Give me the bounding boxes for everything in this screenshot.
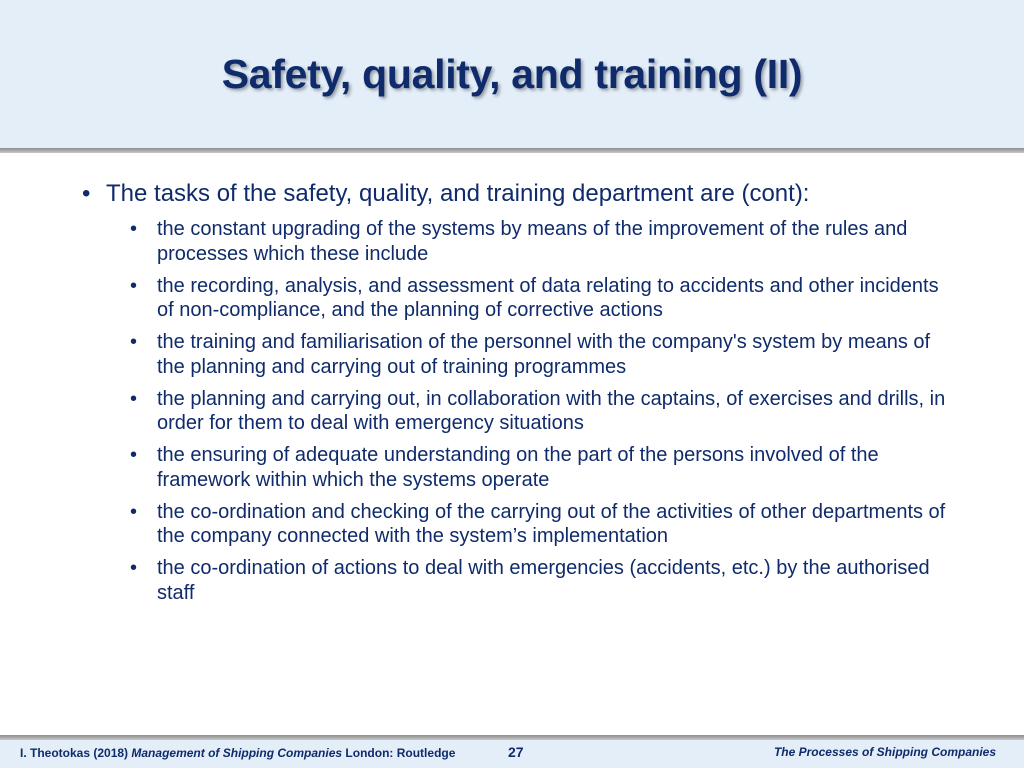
footer-course-title: The Processes of Shipping Companies bbox=[773, 745, 996, 759]
sub-bullet-item bbox=[130, 443, 950, 492]
bullet-icon: • bbox=[130, 557, 138, 579]
bullet-icon: • bbox=[130, 500, 138, 523]
sub-bullet-item bbox=[130, 330, 950, 379]
bullet-icon: • bbox=[130, 274, 138, 297]
slide-title: Safety, quality, and training (II) bbox=[221, 51, 803, 97]
sub-bullet-text: the ensuring of adequate understanding on the part of the persons involved of the framework within which the systems operate bbox=[157, 444, 879, 491]
page-number: 27 bbox=[508, 744, 524, 760]
citation-publisher: London: Routledge bbox=[345, 746, 456, 760]
sub-bullet-text: the co-ordination and checking of the carrying out of the activities of other departments of the company connected with the system’s implementation bbox=[157, 500, 946, 547]
footer-citation bbox=[20, 745, 455, 761]
bullet-icon: • bbox=[82, 180, 91, 207]
sub-bullet-text: the constant upgrading of the systems by means of the improvement of the rules and processes which these include bbox=[157, 218, 908, 265]
sub-bullet-list bbox=[130, 217, 950, 613]
citation-author: I. Theotokas (2018) bbox=[20, 746, 129, 760]
header-divider bbox=[0, 148, 1024, 153]
bullet-icon: • bbox=[130, 331, 138, 353]
sub-bullet-item bbox=[130, 387, 950, 436]
sub-bullet-text: the co-ordination of actions to deal with emergencies (accidents, etc.) by the authorised staff bbox=[157, 557, 930, 604]
sub-bullet-item bbox=[130, 556, 950, 605]
sub-bullet-item bbox=[130, 274, 950, 323]
bullet-icon: • bbox=[130, 444, 138, 466]
sub-bullet-text: the recording, analysis, and assessment of data relating to accidents and other incidents of non-compliance, and the planning of corrective actions bbox=[157, 274, 939, 321]
bullet-icon: • bbox=[130, 387, 138, 410]
sub-bullet-item bbox=[130, 217, 950, 266]
slide-header bbox=[0, 0, 1024, 148]
sub-bullet-text: the planning and carrying out, in collaboration with the captains, of exercises and drills, in order for them to deal with emergency situations bbox=[157, 387, 946, 434]
sub-bullet-item bbox=[130, 500, 950, 549]
main-bullet-text: The tasks of the safety, quality, and training department are (cont): bbox=[106, 180, 810, 207]
sub-bullet-text: the training and familiarisation of the personnel with the company's system by means of the planning and carrying out of training programmes bbox=[157, 331, 931, 378]
slide-footer bbox=[0, 740, 1024, 768]
citation-book: Management of Shipping Companies bbox=[131, 746, 343, 760]
bullet-icon: • bbox=[130, 218, 138, 240]
